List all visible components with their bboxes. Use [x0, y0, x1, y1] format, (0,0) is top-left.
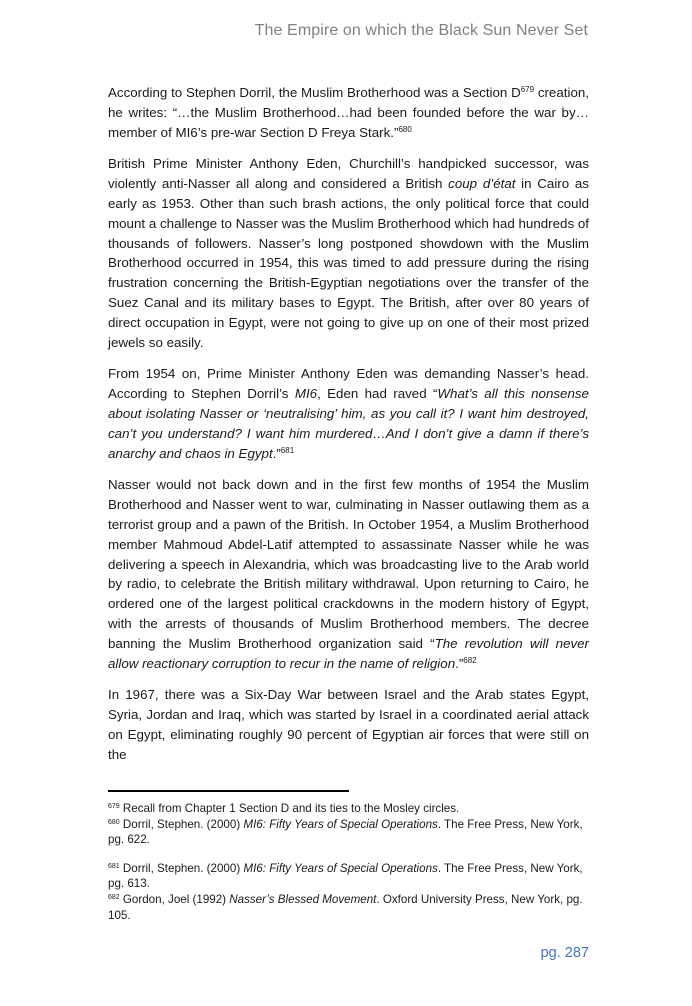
footnote-reference: 682 [463, 655, 477, 665]
paragraph [108, 364, 589, 463]
text-run: Dorril, Stephen. (2000) [119, 817, 244, 831]
text-run: British Prime Minister Anthony Eden, Churchill’s handpicked successor, was violently anti-Nasser all along and considered a British [108, 156, 589, 192]
footnote [108, 817, 589, 848]
footnote-reference: 679 [520, 85, 535, 94]
paragraph [108, 154, 589, 352]
footnote-number: 681 [108, 862, 120, 870]
footnote-number: 682 [108, 893, 120, 901]
footnote [108, 892, 589, 923]
footnotes [108, 801, 589, 923]
italic-text: Nasser’s Blessed Movement [229, 892, 377, 906]
text-run: , Eden had raved “ [317, 386, 438, 402]
text-run: Recall from Chapter 1 Section D and its ties to the Mosley circles. [119, 802, 460, 815]
italic-text: What’s all this nonsense about isolating Nasser or ‘neutralising’ him, as you call it? I want him destroyed, can’t you understand? I want him murdered…And I don’t give a damn if there’s anarchy and chaos in Egypt [108, 386, 589, 461]
paragraph [108, 475, 589, 673]
footnote-reference: 681 [280, 445, 295, 455]
italic-text: coup d’état [448, 176, 516, 192]
footnote [108, 801, 589, 817]
text-run: in Cairo as early as 1953. Other than such brash actions, the only political force that could mount a challenge to Nasser was the Muslim Brotherhood which had hundreds of thousands of followers. Nasser’s long postponed showdown with the Muslim Brotherhood occurred in 1954, this was timed to add pressure during the rising frustration concerning the British-Egyptian negotiations over the transfer of the Suez Canal and its military bases to Egypt. The British, after over 80 years of direct occupation in Egypt, were not going to give up on one of their most prized jewels so easily. [108, 176, 589, 350]
text-run: In 1967, there was a Six-Day War between Israel and the Arab states Egypt, Syria, Jordan and Iraq, which was started by Israel in a coordinated aerial attack on Egypt, eliminating roughly 90 percent of Egyptian air forces that were still on the [108, 687, 589, 762]
footnote-number: 680 [108, 818, 120, 826]
running-header: The Empire on which the Black Sun Never Set [254, 22, 588, 39]
footnote-separator [108, 790, 349, 792]
paragraph [108, 83, 589, 142]
text-run: . The Free Press, New York, pg. 622. [108, 817, 583, 847]
footnote-number: 679 [108, 803, 120, 810]
text-run: From 1954 on, Prime Minister Anthony Eden was demanding Nasser’s head. According to Stephen Dorril’s [108, 366, 589, 402]
italic-text: The revolution will never allow reactionary corruption to recur in the name of religion [108, 635, 589, 671]
page-number: pg. 287 [540, 945, 589, 961]
paragraph [108, 685, 589, 764]
italic-text: MI6: Fifty Years of Special Operations [243, 817, 438, 831]
text-run: Gordon, Joel (1992) [119, 892, 230, 906]
footnote-reference: 680 [398, 124, 412, 134]
text-run: .” [272, 445, 281, 461]
text-run: . The Free Press, New York, pg. 613. [108, 861, 583, 891]
footnote [108, 861, 589, 892]
body-text [108, 83, 589, 777]
text-run: . Oxford University Press, New York, pg. 105. [108, 892, 583, 922]
italic-text: MI6: Fifty Years of Special Operations [243, 861, 438, 875]
text-run: creation, he writes: “…the Muslim Brotherhood…had been founded before the war by…member of MI6’s pre-war Section D Freya Stark.” [108, 85, 589, 140]
text-run: .” [455, 655, 464, 671]
text-run: Dorril, Stephen. (2000) [119, 861, 244, 875]
text-run: According to Stephen Dorril, the Muslim Brotherhood was a Section D [108, 85, 521, 100]
italic-text: MI6 [294, 386, 318, 402]
text-run: Nasser would not back down and in the first few months of 1954 the Muslim Brotherhood and Nasser went to war, culminating in Nasser outlawing them as a terrorist group and a pawn of the British. In October 1954, a Muslim Brotherhood member Mahmoud Abdel-Latif attempted to assassinate Nasser while he was delivering a speech in Alexandria, which was broadcasting live to the Arab world by radio, to celebrate the British military withdrawal. Upon returning to Cairo, he ordered one of the largest political crackdowns in the modern history of Egypt, with the arrests of thousands of Muslim Brotherhood members. The decree banning the Muslim Brotherhood organization said “ [108, 477, 589, 651]
